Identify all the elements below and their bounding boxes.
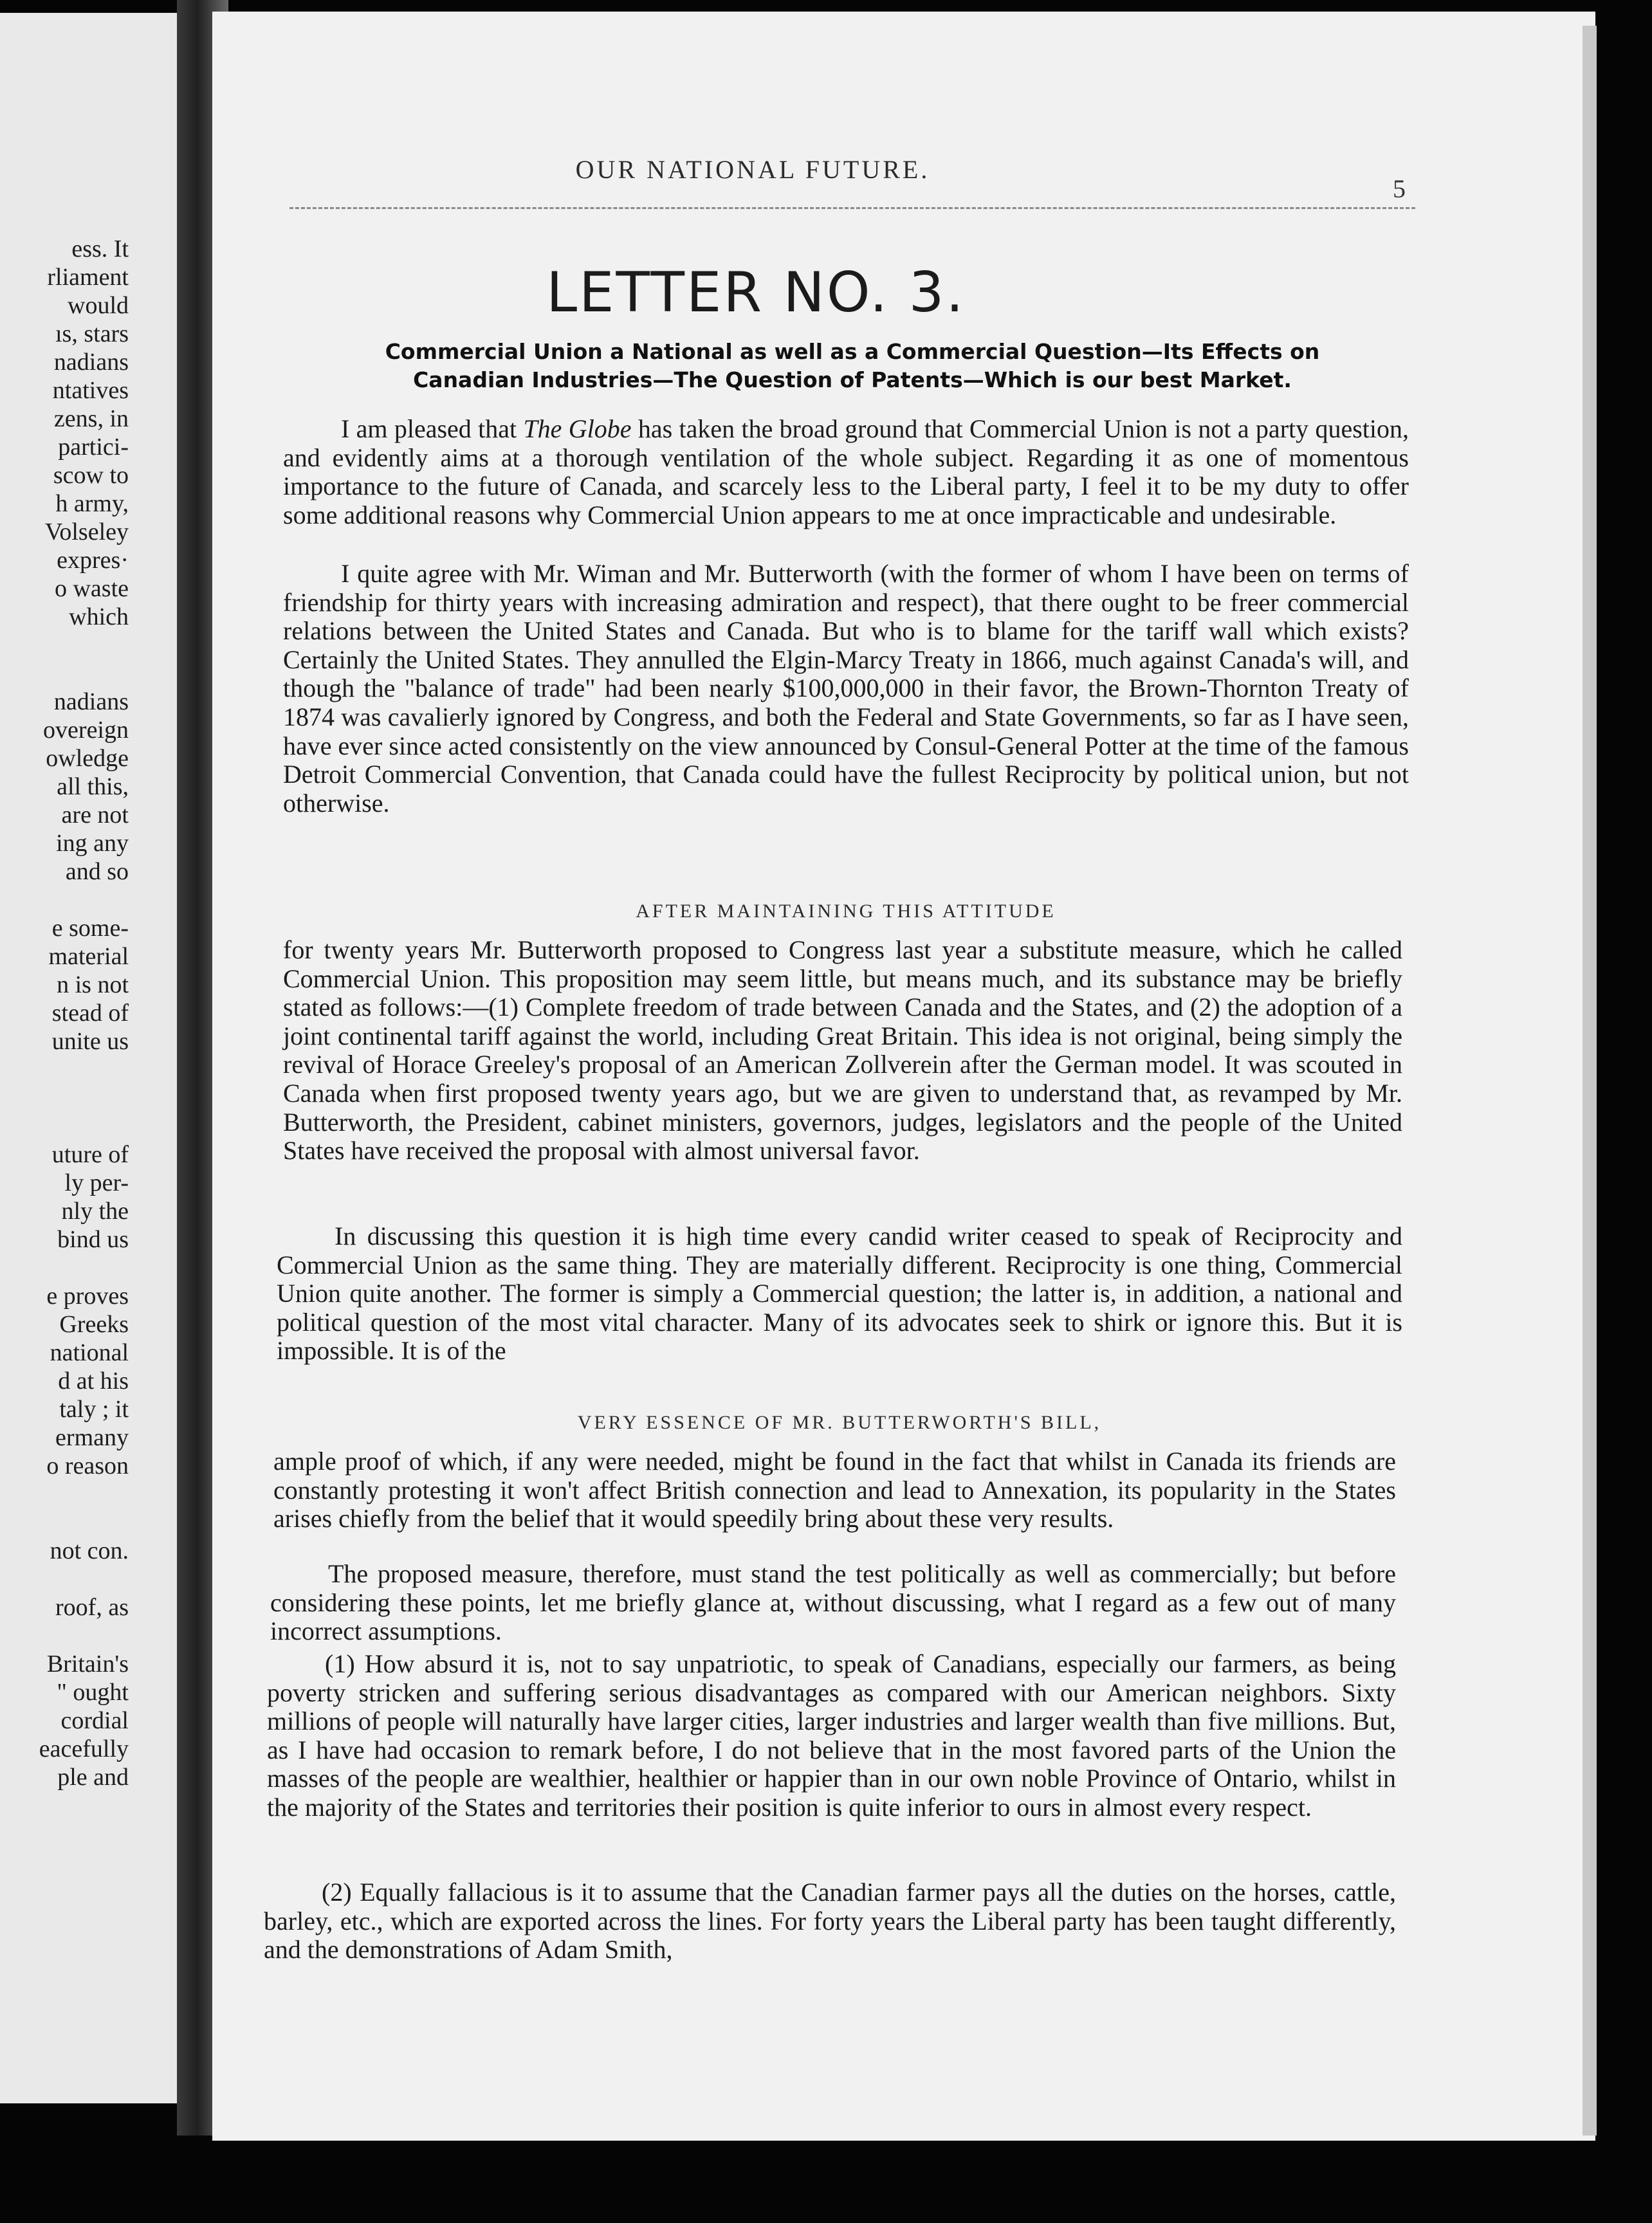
paragraph-3 xyxy=(283,936,1402,1166)
facing-page-line: national xyxy=(50,1339,129,1366)
facing-page-line: o reason xyxy=(46,1452,129,1479)
facing-page-line: Greeks xyxy=(59,1311,129,1338)
facing-page-line: d at his xyxy=(58,1368,129,1395)
facing-page-line: which xyxy=(69,603,129,630)
paragraph-2 xyxy=(283,560,1409,818)
facing-page-line: scow to xyxy=(53,462,129,489)
facing-page-line: rliament xyxy=(47,264,129,291)
facing-page-line: ermany xyxy=(55,1424,129,1451)
facing-page-line: are not xyxy=(61,801,129,828)
paragraph-6-text: The proposed measure, therefore, must stand the test politically as well as commercially; but before considering these points, let me briefly glance at, without discussing, what I regard as a few out of many incorrect assumptions. xyxy=(270,1559,1396,1646)
section-heading-1: AFTER MAINTAINING THIS ATTITUDE xyxy=(636,901,1056,922)
facing-page-line: ing any xyxy=(56,830,129,857)
facing-page-line: all this, xyxy=(57,773,129,800)
letter-subheading xyxy=(289,338,1415,394)
facing-page-line: roof, as xyxy=(55,1594,129,1621)
facing-page-line: h army, xyxy=(55,490,129,517)
facing-page-line: taly ; it xyxy=(59,1396,129,1423)
facing-page-line: nadians xyxy=(53,349,129,376)
paragraph-5-text: ample proof of which, if any were needed, might be found in the fact that whilst in Canada its friends are constantly protesting it won't affect British connection and lead to Annexation, its popularity in the States arises chiefly from the belief that it would speedily bring about these very results. xyxy=(273,1447,1396,1533)
header-rule xyxy=(289,207,1415,211)
running-title: OUR NATIONAL FUTURE. xyxy=(575,155,930,184)
facing-page-line: would xyxy=(68,292,129,319)
paragraph-4 xyxy=(277,1222,1402,1366)
facing-page-line: zens, in xyxy=(53,405,129,432)
facing-page-line: ess. It xyxy=(71,235,129,262)
section-heading-2: VERY ESSENCE OF MR. BUTTERWORTH'S BILL, xyxy=(577,1412,1102,1433)
facing-page-line: nly the xyxy=(61,1198,129,1225)
page-edge xyxy=(1583,26,1597,2136)
facing-page-line: owledge xyxy=(46,745,129,772)
paragraph-8 xyxy=(264,1878,1396,1964)
facing-page-line: uture of xyxy=(51,1141,129,1168)
paragraph-1-text-cont: has taken the broad ground that Commercial Union is not a party question, and evidently aims at a thorough ventilation of the whole subject. Regarding it as one of momentous importance to the future of Canada, and scarcely less to the Liberal party, I feel it to be my duty to offer some additional reasons why Commercial Union appears to me at once impracticable and undesirable. xyxy=(283,414,1409,529)
facing-page-line: e proves xyxy=(46,1283,129,1310)
paragraph-5 xyxy=(273,1447,1396,1533)
facing-page-line: n is not xyxy=(57,971,129,998)
paragraph-8-text: (2) Equally fallacious is it to assume that the Canadian farmer pays all the duties on the horses, cattle, barley, etc., which are exported across the lines. For forty years the Liberal party has been taught differently, and the demonstrations of Adam Smith, xyxy=(264,1878,1396,1964)
paragraph-7 xyxy=(267,1650,1396,1822)
facing-page-line: partici- xyxy=(58,434,129,461)
paragraph-1-text: I am pleased that xyxy=(341,414,524,443)
subheading-line-1: Commercial Union a National as well as a Commercial Question—Its Effects on xyxy=(385,339,1320,364)
facing-page-line: cordial xyxy=(60,1707,129,1734)
paragraph-7-text: (1) How absurd it is, not to say unpatriotic, to speak of Canadians, especially our farmers, as being poverty stricken and suffering serious disadvantages as compared with our American neighbors. Sixty millions of people will naturally have larger cities, larger industries and larger wealth than five millions. But, as I have had occasion to remark before, I do not believe that in the most favored parts of the Union the masses of the people are wealthier, healthier or happier than in our own noble Province of Ontario, whilst in the majority of the States and territories their position is quite inferior to ours in almost every respect. xyxy=(267,1649,1396,1822)
facing-page-line: eacefully xyxy=(39,1735,129,1762)
facing-page-fragment xyxy=(0,13,177,2103)
paragraph-4-text: In discussing this question it is high time every candid writer ceased to speak of Reciprocity and Commercial Union as the same thing. They are materially different. Reciprocity is one thing, Commercial Union quite another. The former is simply a Commercial question; the latter is, in addition, a national and political question of the most vital character. Many of its advocates seek to shirk or ignore this. But it is impossible. It is of the xyxy=(277,1221,1402,1366)
facing-page-line: Britain's xyxy=(46,1651,129,1678)
letter-title: LETTER NO. 3. xyxy=(546,261,966,325)
paragraph-1 xyxy=(283,415,1409,529)
facing-page-line: nadians xyxy=(53,688,129,715)
facing-page-line: unite us xyxy=(51,1028,129,1055)
facing-page-line: bind us xyxy=(57,1226,129,1253)
newspaper-title: The Globe xyxy=(523,414,632,443)
facing-page-line: expres· xyxy=(57,547,129,574)
facing-page-line: ly per- xyxy=(64,1169,129,1196)
paragraph-6 xyxy=(270,1560,1396,1646)
page-number: 5 xyxy=(1393,174,1406,203)
facing-page-line: and so xyxy=(65,858,129,885)
facing-page-line: overeign xyxy=(43,717,129,744)
facing-page-line: ıs, stars xyxy=(55,320,129,347)
facing-page-line: stead of xyxy=(51,1000,129,1027)
paragraph-2-text: I quite agree with Mr. Wiman and Mr. Butterworth (with the former of whom I have been on terms of friendship for thirty years with increasing admiration and respect), that there ought to be freer commercial relations between the United States and Canada. But who is to blame for the tariff wall which exists? Certainly the United States. They annulled the Elgin-Marcy Treaty in 1866, much against Canada's will, and though the "balance of trade" had been nearly $100,000,000 in their favor, the Brown-Thornton Treaty of 1874 was cavalierly ignored by Congress, and both the Federal and State Governments, so far as I have seen, have ever since acted consistently on the view announced by Consul-General Potter at the time of the famous Detroit Commercial Convention, that Canada could have the fullest Reciprocity by political union, but not otherwise. xyxy=(283,559,1409,818)
facing-page-line: o waste xyxy=(54,575,129,602)
subheading-line-2: Canadian Industries—The Question of Patents—Which is our best Market. xyxy=(413,367,1292,392)
facing-page-line: " ought xyxy=(57,1679,129,1706)
facing-page-line: ple and xyxy=(57,1764,129,1791)
facing-page-line: not con. xyxy=(50,1537,129,1564)
facing-page-line: material xyxy=(48,943,129,970)
paragraph-3-text: for twenty years Mr. Butterworth proposed to Congress last year a substitute measure, which he called Commercial Union. This proposition may seem little, but means much, and its substance may be briefly stated as follows:—(1) Complete freedom of trade between Canada and the States, and (2) the adoption of a joint continental tariff against the world, including Great Britain. This idea is not original, being simply the revival of Horace Greeley's proposal of an American Zollverein after the German model. It was scouted in Canada when first proposed twenty years ago, but we are given to understand that, as revamped by Mr. Butterworth, the President, cabinet ministers, governors, judges, legislators and the people of the United States have received the proposal with almost universal favor. xyxy=(283,935,1402,1166)
facing-page-line: e some- xyxy=(51,915,129,942)
facing-page-line: Volseley xyxy=(44,518,129,545)
facing-page-line: ntatives xyxy=(52,377,129,404)
